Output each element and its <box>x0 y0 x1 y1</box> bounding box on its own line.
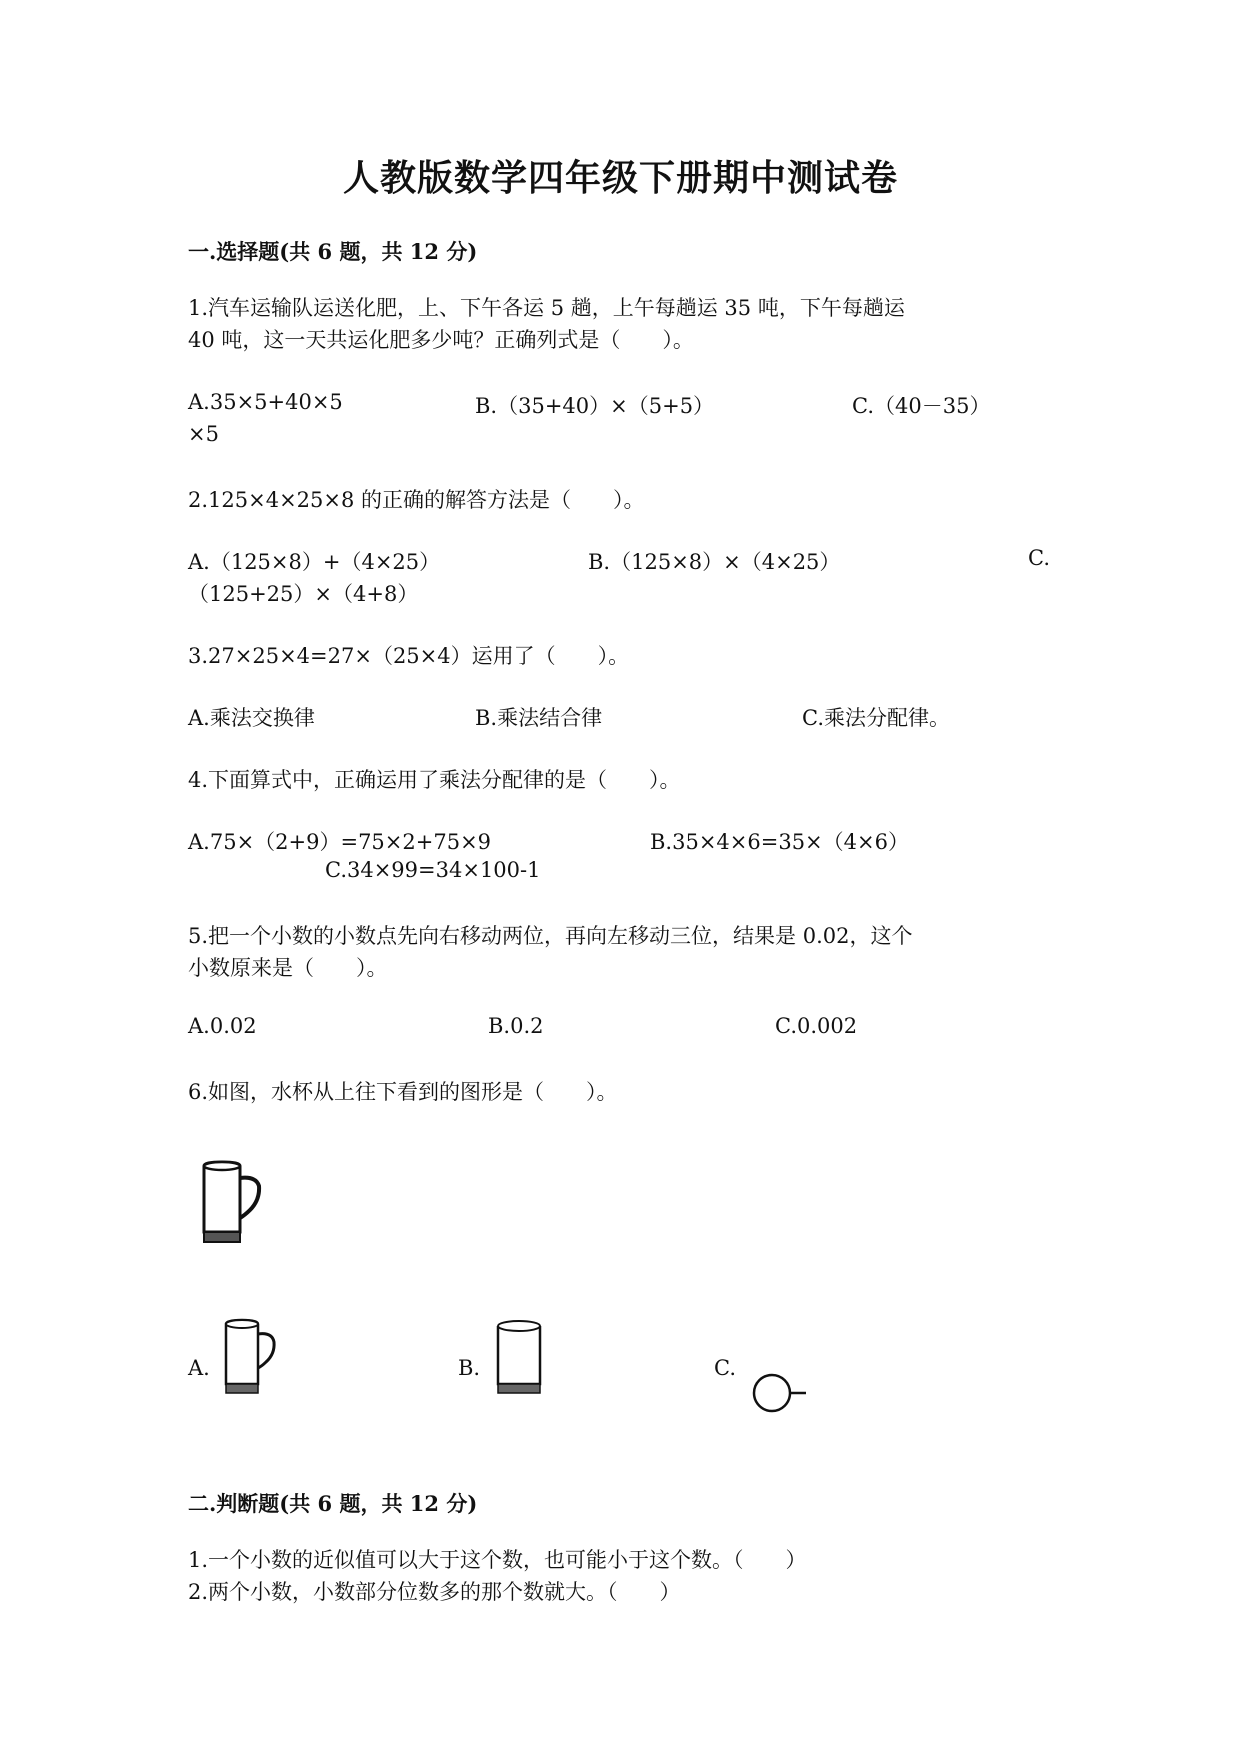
section-heading-judge: 二.判断题(共 6 题，共 12 分) <box>188 1491 478 1516</box>
mug-icon <box>200 1160 280 1250</box>
question-6-line-1: 6.如图，水杯从上往下看到的图形是（ ）。 <box>188 1080 618 1104</box>
question-2-option-c-cont: （125+25）×（4+8） <box>188 582 419 606</box>
question-2-option-b: B.（125×8）×（4×25） <box>588 550 841 574</box>
judge-question-1: 1.一个小数的近似值可以大于这个数，也可能小于这个数。（ ） <box>188 1548 807 1572</box>
question-2-option-c: C. <box>1028 546 1050 570</box>
question-5-option-a: A.0.02 <box>188 1014 257 1038</box>
question-4-option-b: B.35×4×6=35×（4×6） <box>650 830 909 854</box>
question-3-option-c: C.乘法分配律。 <box>802 706 950 730</box>
question-1-option-a: A.35×5+40×5 <box>188 390 343 414</box>
circle-top-view-icon <box>750 1370 810 1416</box>
question-5-option-b: B.0.2 <box>488 1014 544 1038</box>
judge-question-2: 2.两个小数，小数部分位数多的那个数就大。（ ） <box>188 1580 681 1604</box>
question-6-option-c: C. <box>714 1356 736 1380</box>
question-4-option-a: A.75×（2+9）=75×2+75×9 <box>188 830 492 854</box>
question-3-option-b: B.乘法结合律 <box>475 706 603 730</box>
question-5-line-1: 5.把一个小数的小数点先向右移动两位，再向左移动三位，结果是 0.02，这个 <box>188 924 913 948</box>
question-5-line-2: 小数原来是（ ）。 <box>188 956 388 980</box>
question-2-line-1: 2.125×4×25×8 的正确的解答方法是（ ）。 <box>188 488 645 512</box>
question-6-option-a: A. <box>188 1356 210 1380</box>
question-3-line-1: 3.27×25×4=27×（25×4）运用了（ ）。 <box>188 644 630 668</box>
question-2-option-a: A.（125×8）+（4×25） <box>188 550 441 574</box>
page-title: 人教版数学四年级下册期中测试卷 <box>342 157 898 199</box>
question-1-line-1: 1.汽车运输队运送化肥，上、下午各运 5 趟，上午每趟运 35 吨，下午每趟运 <box>188 296 905 320</box>
question-1-option-c: C.（40－35） <box>852 394 991 418</box>
section-heading-choice: 一.选择题(共 6 题，共 12 分) <box>188 239 478 264</box>
cylinder-front-view-icon <box>494 1318 546 1398</box>
question-3-option-a: A.乘法交换律 <box>188 706 315 730</box>
question-1-option-c-cont: ×5 <box>188 422 219 446</box>
question-5-option-c: C.0.002 <box>775 1014 858 1038</box>
question-4-option-c: C.34×99=34×100-1 <box>325 858 541 882</box>
question-1-option-b: B.（35+40）×（5+5） <box>475 394 715 418</box>
question-6-option-b: B. <box>458 1356 481 1380</box>
question-4-line-1: 4.下面算式中，正确运用了乘法分配律的是（ ）。 <box>188 768 681 792</box>
question-1-line-2: 40 吨，这一天共运化肥多少吨？正确列式是（ ）。 <box>188 328 694 352</box>
mug-side-view-icon <box>222 1318 288 1398</box>
